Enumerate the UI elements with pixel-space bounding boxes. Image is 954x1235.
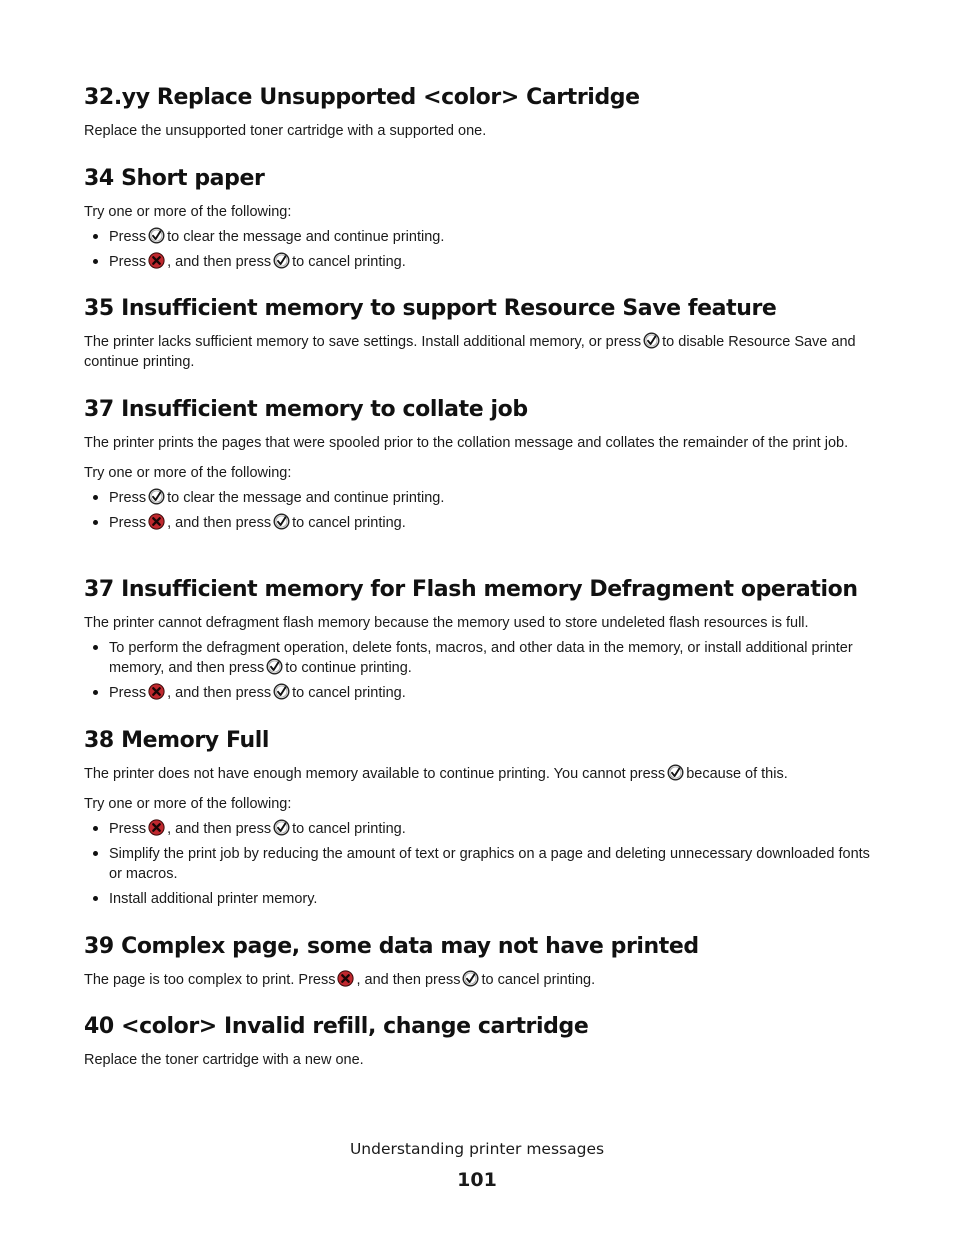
check-select-icon xyxy=(266,658,283,675)
check-select-icon xyxy=(667,764,684,781)
text: to disable Resource Save and continue printing. xyxy=(84,334,856,370)
footer-title: Understanding printer messages xyxy=(349,1140,605,1158)
bullet-list xyxy=(84,488,874,533)
text: Press xyxy=(109,490,147,506)
list-item xyxy=(84,513,874,533)
text: The printer lacks sufficient memory to save settings. Install additional memory, or press xyxy=(84,334,642,350)
list-item xyxy=(84,488,874,508)
section-heading: 34 Short paper xyxy=(84,166,265,191)
section-intro: Try one or more of the following: xyxy=(84,204,292,220)
text: To perform the defragment operation, delete fonts, macros, and other data in the memory, or install additional printer memory, and then press xyxy=(109,640,853,676)
section-heading: 40 <color> Invalid refill, change cartridge xyxy=(84,1014,589,1039)
section-32yy xyxy=(84,84,874,141)
section-body xyxy=(84,970,874,990)
text: because of this. xyxy=(686,766,788,782)
text: to cancel printing. xyxy=(292,254,406,270)
section-body: The printer cannot defragment flash memory because the memory used to store undeleted flash resources is full. xyxy=(84,615,809,631)
section-37-flash xyxy=(84,576,874,703)
list-item xyxy=(84,683,874,703)
text: The printer does not have enough memory available to continue printing. You cannot press xyxy=(84,766,666,782)
section-38 xyxy=(84,727,874,909)
text: , and then press xyxy=(167,515,272,531)
stop-x-icon xyxy=(148,252,165,269)
check-select-icon xyxy=(148,227,165,244)
section-heading: 37 Insufficient memory for Flash memory Defragment operation xyxy=(84,577,858,602)
page-number: 101 xyxy=(457,1169,497,1191)
check-select-icon xyxy=(148,488,165,505)
text: to cancel printing. xyxy=(292,515,406,531)
check-select-icon xyxy=(273,683,290,700)
section-heading: 35 Insufficient memory to support Resource Save feature xyxy=(84,296,777,321)
check-select-icon xyxy=(462,970,479,987)
check-select-icon xyxy=(273,819,290,836)
text: to cancel printing. xyxy=(292,821,406,837)
text: Press xyxy=(109,821,147,837)
page-footer xyxy=(0,1139,954,1193)
text: , and then press xyxy=(356,972,461,988)
section-intro: Try one or more of the following: xyxy=(84,465,292,481)
text: Press xyxy=(109,229,147,245)
text: , and then press xyxy=(167,685,272,701)
bullet-list xyxy=(84,819,874,909)
list-item xyxy=(84,638,874,678)
text: to cancel printing. xyxy=(481,972,596,988)
text: The page is too complex to print. Press xyxy=(84,972,336,988)
section-35 xyxy=(84,295,874,372)
text: Press xyxy=(109,254,147,270)
section-34 xyxy=(84,165,874,272)
section-intro: Try one or more of the following: xyxy=(84,796,292,812)
section-heading: 39 Complex page, some data may not have printed xyxy=(84,934,699,959)
text: to clear the message and continue printing. xyxy=(167,490,445,506)
check-select-icon xyxy=(643,332,660,349)
stop-x-icon xyxy=(337,970,354,987)
text: Press xyxy=(109,685,147,701)
list-item: Install additional printer memory. xyxy=(84,889,874,909)
bullet-list xyxy=(84,638,874,703)
section-body: Replace the unsupported toner cartridge with a supported one. xyxy=(84,123,487,139)
section-heading: 37 Insufficient memory to collate job xyxy=(84,397,528,422)
bullet-list xyxy=(84,227,874,272)
section-37-collate xyxy=(84,396,874,533)
text: to clear the message and continue printing. xyxy=(167,229,445,245)
text: to cancel printing. xyxy=(292,685,406,701)
check-select-icon xyxy=(273,513,290,530)
section-body xyxy=(84,764,874,784)
list-item: Simplify the print job by reducing the amount of text or graphics on a page and deleting unnecessary downloaded fonts or macros. xyxy=(84,844,874,884)
list-item xyxy=(84,819,874,839)
stop-x-icon xyxy=(148,683,165,700)
section-heading: 32.yy Replace Unsupported <color> Cartridge xyxy=(84,85,640,110)
stop-x-icon xyxy=(148,819,165,836)
section-heading: 38 Memory Full xyxy=(84,728,270,753)
section-body xyxy=(84,332,874,372)
text: Press xyxy=(109,515,147,531)
section-39 xyxy=(84,933,874,990)
section-body: Replace the toner cartridge with a new one. xyxy=(84,1052,364,1068)
check-select-icon xyxy=(273,252,290,269)
list-item xyxy=(84,252,874,272)
section-40 xyxy=(84,1013,874,1070)
stop-x-icon xyxy=(148,513,165,530)
list-item xyxy=(84,227,874,247)
text: , and then press xyxy=(167,254,272,270)
text: , and then press xyxy=(167,821,272,837)
section-body: The printer prints the pages that were spooled prior to the collation message and collates the remainder of the print job. xyxy=(84,435,849,451)
text: to continue printing. xyxy=(285,660,412,676)
